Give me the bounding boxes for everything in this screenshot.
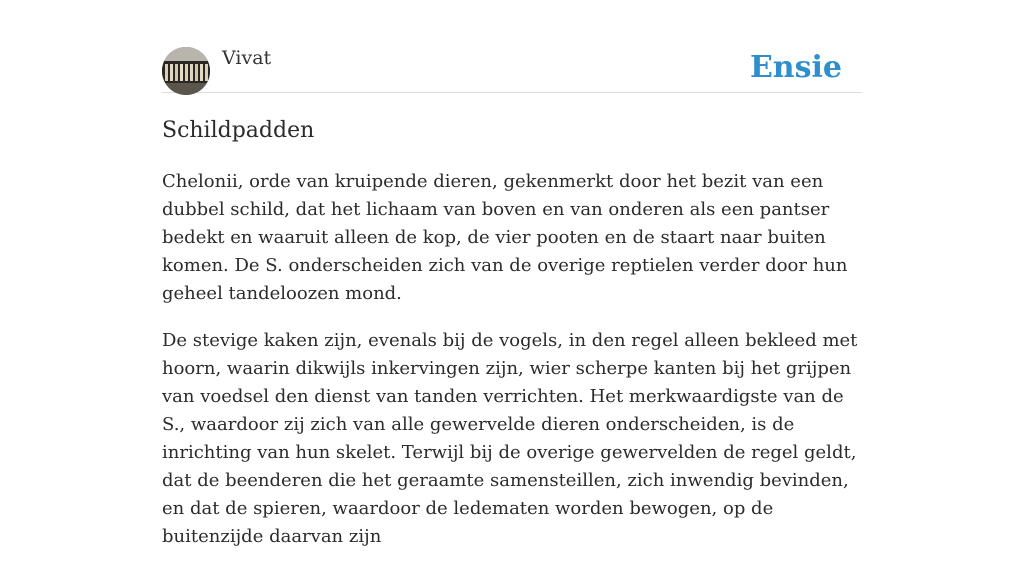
- avatar[interactable]: [162, 47, 210, 95]
- book-spines-icon: [162, 47, 210, 95]
- author-name[interactable]: Vivat: [222, 47, 272, 69]
- article-header: [162, 47, 862, 93]
- paragraph: Chelonii, orde van kruipende dieren, gekenmerkt door het bezit van een dubbel schild, dat het lichaam van boven en van onderen als een pantser bedekt en waaruit alleen de kop, de vier pooten en de staart naar buiten komen. De S. onderscheiden zich van de overige reptielen verder door hun geheel tandeloozen mond.: [162, 171, 848, 304]
- page-title: Schildpadden: [162, 118, 315, 143]
- paragraph: De stevige kaken zijn, evenals bij de vogels, in den regel alleen bekleed met hoorn, waarin dikwijls inkervingen zijn, wier scherpe kanten bij het grijpen van voedsel den dienst van tanden verrichten. Het merkwaardigste van de S., waardoor zij zich van alle gewervelde dieren onderscheiden, is de inrichting van hun skelet. Terwijl bij de overige gewervelden de regel geldt, dat de beenderen die het geraamte samensteillen, zich inwendig bevinden, en dat de spieren, waardoor de ledematen worden bewogen, op de buitenzijde daarvan zijn: [162, 330, 858, 547]
- brand-logo[interactable]: Ensie: [749, 50, 842, 85]
- article-body: [162, 168, 862, 570]
- article-page: [162, 0, 862, 547]
